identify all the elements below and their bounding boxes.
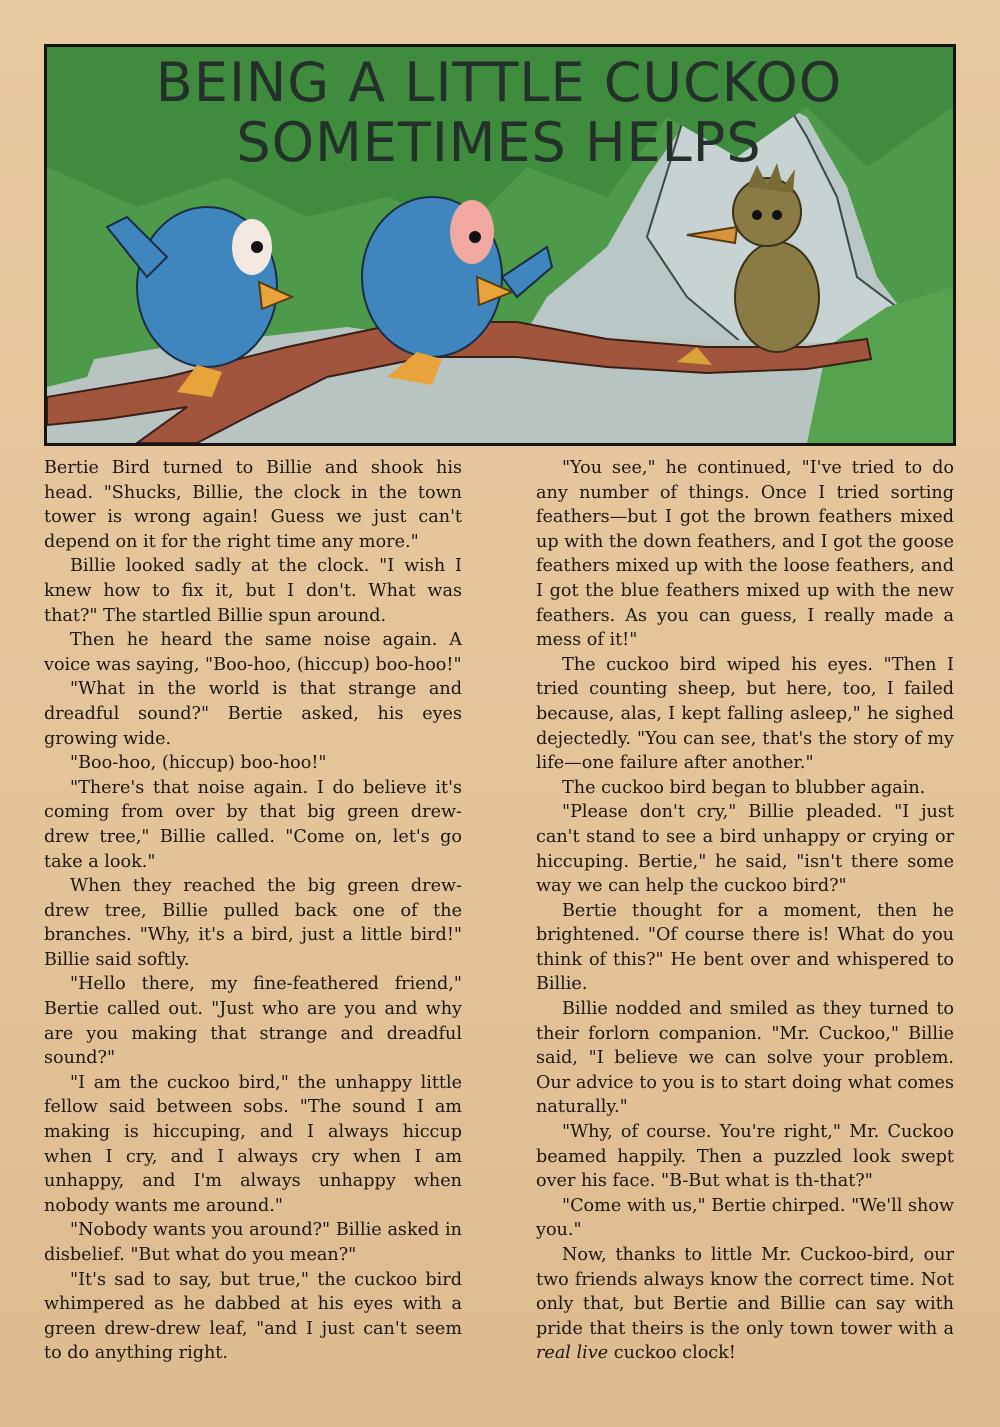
paragraph: "Why, of course. You're right," Mr. Cuckoo beamed happily. Then a puzzled look swept over his face. "B-But what is th-that?" [536, 1122, 954, 1192]
paragraph: Bertie Bird turned to Billie and shook his head. "Shucks, Billie, the clock in the town tower is wrong again! Guess we just can't depend on it for the right time any more." [44, 458, 462, 552]
paragraph: Billie looked sadly at the clock. "I wish I knew how to fix it, but I don't. What was that?" The startled Billie spun around. [44, 556, 462, 626]
final-paragraph [536, 1243, 954, 1366]
paragraph: Billie nodded and smiled as they turned to their forlorn companion. "Mr. Cuckoo," Billie said, "I believe we can solve your problem. Our advice to you is to start doing what comes naturally." [536, 999, 954, 1118]
paragraph: "You see," he continued, "I've tried to do any number of things. Once I tried sorting feathers—but I got the brown feathers mixed up with the down feathers, and I got the goose feathers mixed up with the loose feathers, and I got the blue feathers mixed up with the new feathers. As you can guess, I really made a mess of it!" [536, 458, 954, 651]
story-column-right [536, 456, 954, 1366]
paragraph: "I am the cuckoo bird," the unhappy little fellow said between sobs. "The sound I am making is hiccuping, and I always hiccup when I cry, and I always cry when I am unhappy, and I'm always unhappy when nobody wants me around." [44, 1072, 462, 1216]
paragraph: When they reached the big green drew-drew tree, Billie pulled back one of the branches. "Why, it's a bird, just a little bird!" Billie said softly. [44, 876, 462, 970]
paragraph: "Hello there, my fine-feathered friend," Bertie called out. "Just who are you and why are you making that strange and dreadful sound?" [44, 974, 462, 1069]
final-text-a: Now, thanks to little Mr. Cuckoo-bird, our two friends always know the correct time. Not only that, but Bertie and Billie can say with pride that theirs is the only town tower with a [536, 1245, 954, 1339]
paragraph: The cuckoo bird wiped his eyes. "Then I tried counting sheep, but here, too, I failed because, alas, I kept falling asleep," he sighed dejectedly. "You can see, that's the story of my life—one failure after another." [536, 654, 954, 774]
paragraph: "It's sad to say, but true," the cuckoo bird whimpered as he dabbed at his eyes with a green drew-drew leaf, "and I just can't seem to do anything right. [44, 1269, 462, 1364]
paragraph: Then he heard the same noise again. A voice was saying, "Boo-hoo, (hiccup) boo-hoo!" [44, 630, 462, 675]
paragraph: "There's that noise again. I do believe it's coming from over by that big green drew-drew tree," Billie called. "Come on, let's go take a look." [44, 777, 462, 872]
title-line-2: SOMETIMES HELPS [236, 111, 762, 174]
story-title [59, 53, 939, 173]
paragraph: "Come with us," Bertie chirped. "We'll show you." [536, 1195, 954, 1241]
title-line-1: BEING A LITTLE CUCKOO [155, 51, 843, 114]
story-column-left [44, 456, 462, 1366]
paragraph: Bertie thought for a moment, then he brightened. "Of course there is! What do you think of this?" He bent over and whispered to Billie. [536, 900, 954, 995]
paragraph: The cuckoo bird began to blubber again. [562, 777, 926, 798]
paragraph: "Please don't cry," Billie pleaded. "I just can't stand to see a bird unhappy or crying or hiccuping. Bertie," he said, "isn't there some way we can help the cuckoo bird?" [536, 802, 954, 897]
final-emphasis: real live [536, 1343, 609, 1364]
final-text-b: cuckoo clock! [608, 1343, 736, 1364]
illustration-panel [44, 44, 956, 446]
paragraph: "Nobody wants you around?" Billie asked in disbelief. "But what do you mean?" [44, 1220, 462, 1265]
paragraph: "Boo-hoo, (hiccup) boo-hoo!" [70, 753, 327, 774]
paragraph: "What in the world is that strange and dreadful sound?" Bertie asked, his eyes growing wide. [44, 679, 462, 749]
